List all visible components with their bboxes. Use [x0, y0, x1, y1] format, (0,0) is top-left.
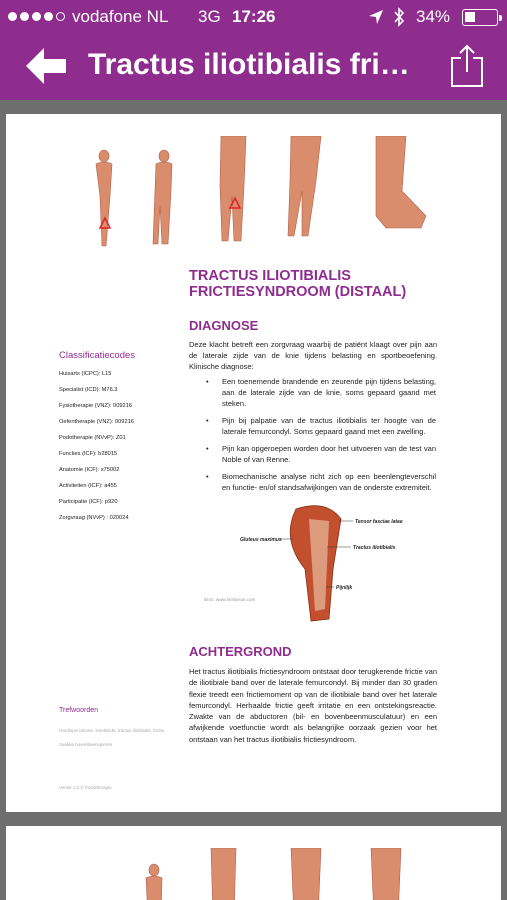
classification-title: Classificatiecodes [59, 350, 136, 361]
clock: 17:26 [232, 7, 276, 26]
carrier-name: vodafone NL [72, 7, 169, 26]
list-item: Oefentherapie (VNZ): 009216 [59, 419, 134, 425]
battery-percent: 34% [416, 7, 451, 26]
location-arrow-icon [368, 9, 384, 30]
list-item: Huisarts (ICPC): L15 [59, 371, 112, 377]
battery-icon [462, 9, 498, 26]
achtergrond-heading: ACHTERGROND [189, 644, 292, 659]
document-title: TRACTUS ILIOTIBIALIS FRICTIESYNDROOM (DISTAAL) [189, 268, 407, 300]
diagnose-heading: DIAGNOSE [189, 318, 259, 333]
muscle-illustration [201, 499, 421, 629]
list-item: Fysiotherapie (VNZ): 009216 [59, 403, 133, 409]
bluetooth-icon [392, 6, 406, 33]
share-icon[interactable] [450, 44, 484, 88]
figure-source: Bron: www.nicibyson.com [204, 597, 256, 602]
classification-list [59, 370, 134, 530]
status-bar [0, 0, 507, 34]
list-item: • Biomechanische analyse richt zich op een beenlengteverschil en functie- en/of standsafwijkingen van de onderste extremiteit. [206, 471, 436, 493]
document-page-next[interactable] [6, 826, 501, 900]
list-item: Activiteiten (ICF): a455 [59, 483, 117, 489]
figure-label-pijnlijk: Pijnlijk [336, 585, 353, 591]
achtergrond-text: Het tractus iliotibialis frictiesyndroom ontstaat door terugkerende frictie van de iliotibiale band over de laterale femurcondyl. Bij minder dan 30 graden flexie treedt een frictiemoment op van de iliotibiale band over het laterale femurcondyl. Herhaalde frictie geeft irritatie en een ontstekingsreactie. Zwakte van de abductoren (bil- en bovenbeenmusculatuur) en een afwijkende voetfunctie wordt als belangrijke oorzaak gezien voor het ontstaan van het tractus iliotibialis frictiesyndroom. [189, 667, 437, 744]
list-item: • Pijn kan opgeroepen worden door het uitvoeren van de test van Noble of van Renne. [206, 443, 436, 465]
version-footer: Versie 1.0 © Podotherapie [59, 785, 112, 790]
back-arrow-icon[interactable] [26, 48, 66, 84]
list-item: • Een toenemende brandende en zeurende pijn tijdens belasting, aan de laterale zijde van de knie, soms gepaard gaand met steken. [206, 376, 436, 409]
figure-label-gluteus: Gluteus maximus [240, 537, 282, 543]
diagnose-bullets [206, 376, 436, 499]
page-title: Tractus iliotibialis fri… [88, 48, 410, 81]
leg-anatomy-illustration [76, 136, 436, 256]
trefwoorden-title: Trefwoorden [59, 707, 99, 714]
leg-anatomy-illustration [136, 848, 456, 900]
document-page[interactable] [6, 114, 501, 812]
list-item: Zorgvraag (NVvP) : 020024 [59, 515, 129, 521]
figure-label-tractus: Tractus iliotibialis [353, 545, 396, 551]
list-item: Specialist (ICD): M76.3 [59, 387, 118, 393]
list-item: Anatomie (ICF): s75002 [59, 467, 120, 473]
list-item: Participatie (ICF): p920 [59, 499, 118, 505]
list-item: Podotherapie (NVvP): Z01 [59, 435, 126, 441]
trefwoorden-text: Hardloperssknee, knieklacht, tractus iliotibialis, frictie, zwakke bovenbeenspieren [59, 728, 166, 747]
network-type: 3G [198, 7, 221, 26]
signal-strength-icon [8, 12, 65, 21]
list-item: Functies (ICF): b28015 [59, 451, 118, 457]
figure-label-tensor: Tensor fasciae latae [355, 519, 403, 525]
diagnose-intro: Deze klacht betreft een zorgvraag waarbij de patiënt klaagt over pijn aan de laterale zijde van de knie tijdens belasting en sportbeoefening. Klinische diagnose: [189, 340, 437, 371]
list-item: • Pijn bij palpatie van de tractus iliotibialis ter hoogte van de laterale femurcondyl. Soms gepaard gaand met een zwelling. [206, 415, 436, 437]
navigation-bar [0, 34, 507, 100]
